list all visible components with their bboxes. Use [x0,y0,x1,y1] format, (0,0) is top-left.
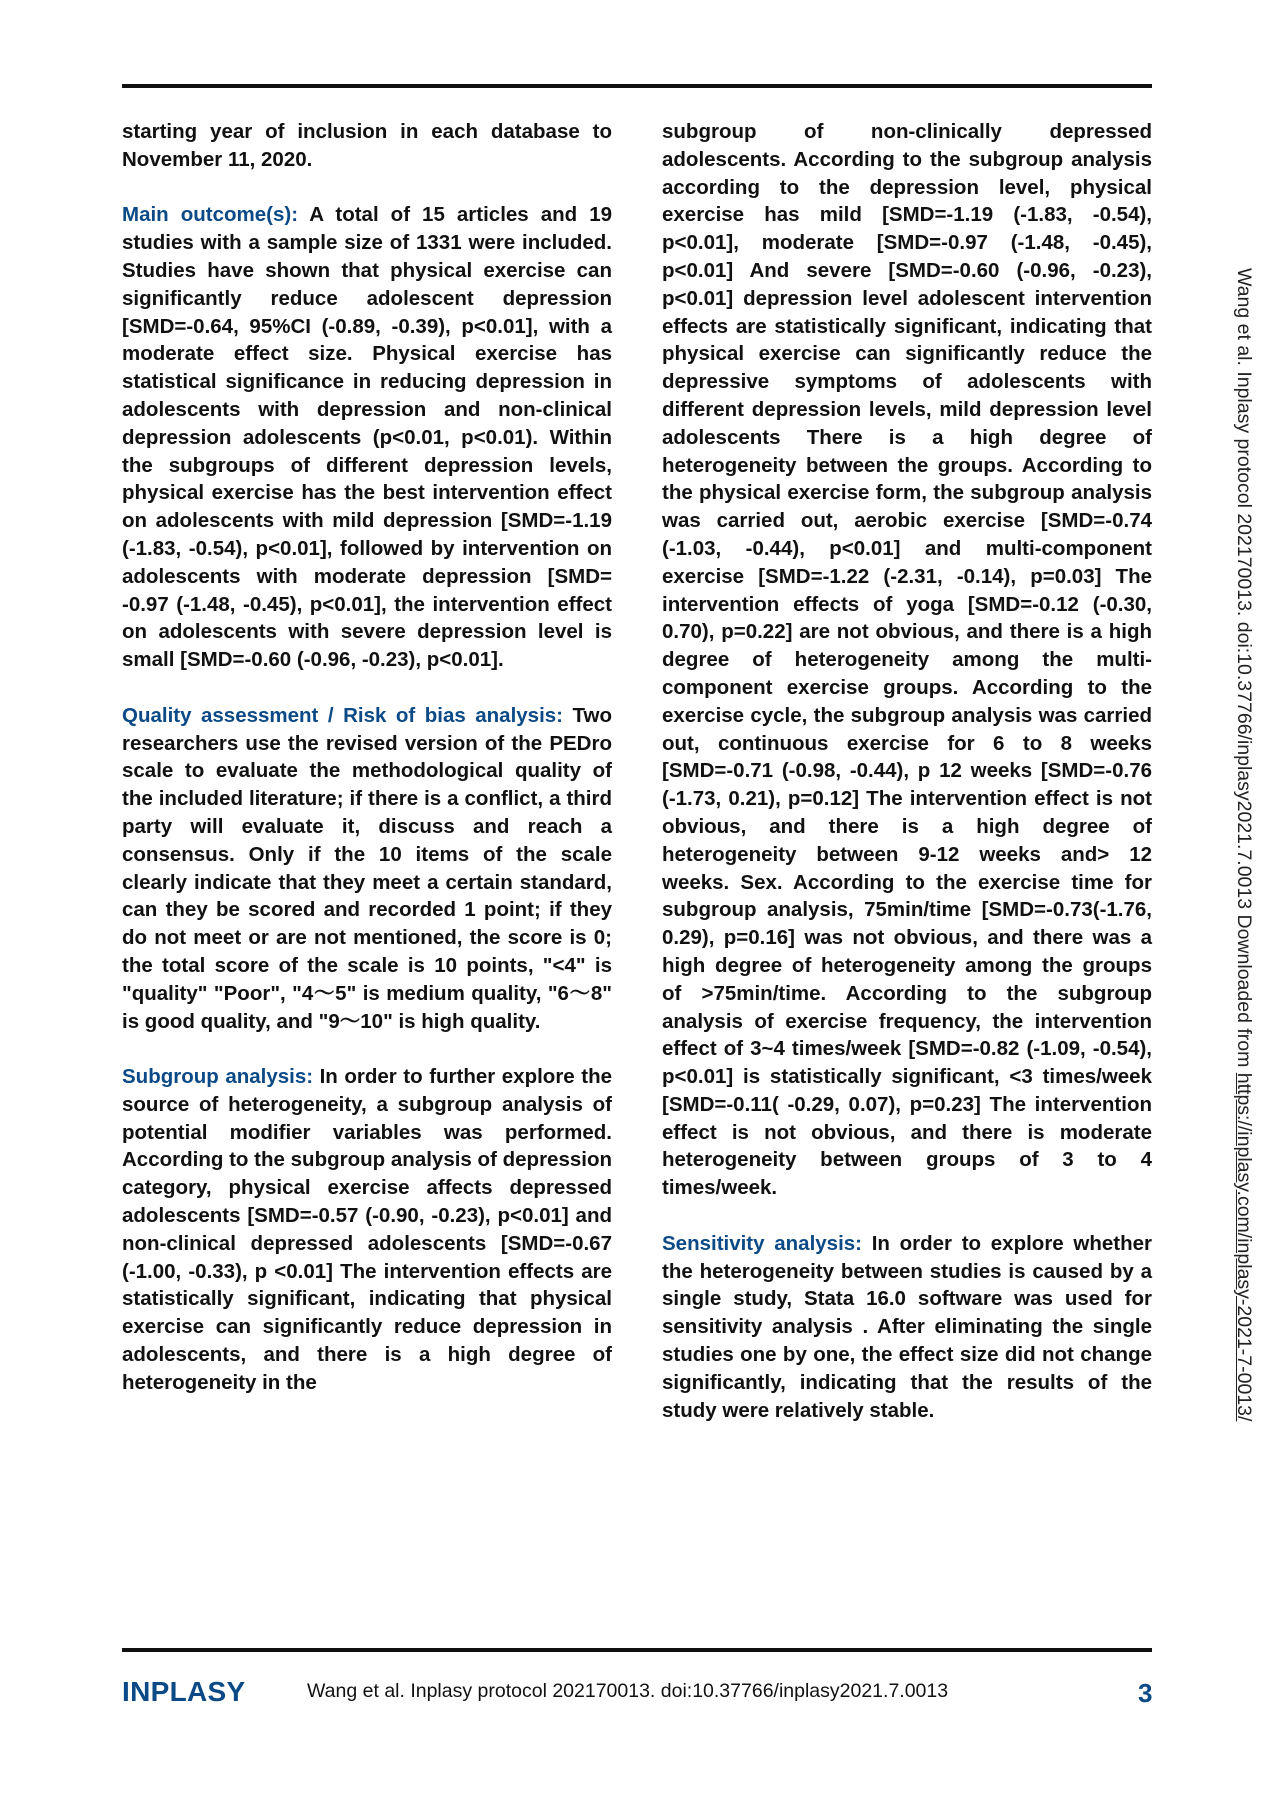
journal-logo: INPLASY [122,1676,246,1707]
section-subgroup-analysis [122,1063,612,1397]
section-body: Two researchers use the revised version of the PEDro scale to evaluate the methodological quality of the included literature; if there is a conflict, a third party will evaluate it, discuss and reach a consensus. Only if the 10 items of the scale clearly indicate that they meet a certain standard, can they be scored and recorded 1 point; if they do not meet or are not mentioned, the score is 0; the total score of the scale is 10 points, "<4" is "quality" "Poor", "4～5" is medium quality, "6～8" is good quality, and "9～10" is high quality. [122,703,612,1033]
section-quality-assessment [122,702,612,1036]
section-sensitivity-analysis [662,1230,1152,1425]
left-column [122,118,612,1424]
watermark-text: Wang et al. Inplasy protocol 202170013. doi:10.37766/inplasy2021.7.0013 Downloaded from [1233,268,1255,1073]
section-body: In order to further explore the source of heterogeneity, a subgroup analysis of potential modifier variables was performed. According to the subgroup analysis of depression category, physical exercise affects depressed adolescents [SMD=-0.57 (-0.90, -0.23), p<0.01] and non-clinical depressed adolescents [SMD=-0.67 (-1.00, -0.33), p <0.01] The intervention effects are statistically significant, indicating that physical exercise can significantly reduce depression in adolescents, and there is a high degree of heterogeneity in the [122,1065,612,1394]
section-heading: Quality assessment / Risk of bias analysis: [122,703,564,727]
section-heading: Subgroup analysis: [122,1065,314,1089]
download-watermark [1232,268,1255,1421]
paragraph-search-period: starting year of inclusion in each database to November 11, 2020. [122,120,612,171]
footer-rule [122,1648,1152,1652]
section-heading: Main outcome(s): [122,203,299,227]
section-heading: Sensitivity analysis: [662,1231,862,1255]
section-main-outcomes [122,201,612,674]
paragraph-subgroup-continued: subgroup of non-clinically depressed adolescents. According to the subgroup analysis according to the depression level, physical exercise has mild [SMD=-1.19 (-1.83, -0.54), p<0.01], moderate [SMD=-0.97 (-1.48, -0.45), p<0.01] And severe [SMD=-0.60 (-0.96, -0.23), p<0.01] depression level adolescent intervention effects are statistically significant, indicating that physical exercise can significantly reduce the depressive symptoms of adolescents with different depression levels, mild depression level adolescents There is a high degree of heterogeneity between the groups. According to the physical exercise form, the subgroup analysis was carried out, aerobic exercise [SMD=-0.74 (-1.03, -0.44), p<0.01] and multi-component exercise [SMD=-1.22 (-2.31, -0.14), p=0.03] The intervention effects of yoga [SMD=-0.12 (-0.30, 0.70), p=0.22] are not obvious, and there is a high degree of heterogeneity among the multi-component exercise groups. According to the exercise cycle, the subgroup analysis was carried out, continuous exercise for 6 to 8 weeks [SMD=-0.71 (-0.98, -0.44), p 12 weeks [SMD=-0.76 (-1.73, 0.21), p=0.12] The intervention effect is not obvious, and there is a high degree of heterogeneity between 9-12 weeks and> 12 weeks. Sex. According to the exercise time for subgroup analysis, 75min/time [SMD=-0.73(-1.76, 0.29), p=0.16] was not obvious, and there was a high degree of heterogeneity among the groups of >75min/time. According to the subgroup analysis of exercise frequency, the intervention effect of 3~4 times/week [SMD=-0.82 (-1.09, -0.54), p<0.01] is statistically significant, <3 times/week [SMD=-0.11( -0.29, 0.07), p=0.23] The intervention effect is not obvious, and there is moderate heterogeneity between groups of 3 to 4 times/week. [662,120,1152,1200]
right-column [662,118,1152,1452]
section-body: A total of 15 articles and 19 studies with a sample size of 1331 were included. Studies have shown that physical exercise can significantly reduce adolescent depression [SMD=-0.64, 95%CI (-0.89, -0.39), p<0.01], with a moderate effect size. Physical exercise has statistical significance in reducing depression in adolescents with depression and non-clinical depression adolescents (p<0.01, p<0.01). Within the subgroups of different depression levels, physical exercise has the best intervention effect on adolescents with mild depression [SMD=-1.19 (-1.83, -0.54), p<0.01], followed by intervention on adolescents with moderate depression [SMD= -0.97 (-1.48, -0.45), p<0.01], the intervention effect on adolescents with severe depression level is small [SMD=-0.60 (-0.96, -0.23), p<0.01]. [122,203,612,672]
header-rule [122,84,1152,88]
footer-citation: Wang et al. Inplasy protocol 202170013. doi:10.37766/inplasy2021.7.0013 [307,1680,949,1702]
page-number: 3 [1138,1678,1153,1708]
download-link[interactable]: https://inplasy.com/inplasy-2021-7-0013/ [1233,1072,1255,1422]
section-body: In order to explore whether the heterogeneity between studies is caused by a single study, Stata 16.0 software was used for sensitivity analysis . After eliminating the single studies one by one, the effect size did not change significantly, indicating that the results of the study were relatively stable. [662,1231,1153,1422]
